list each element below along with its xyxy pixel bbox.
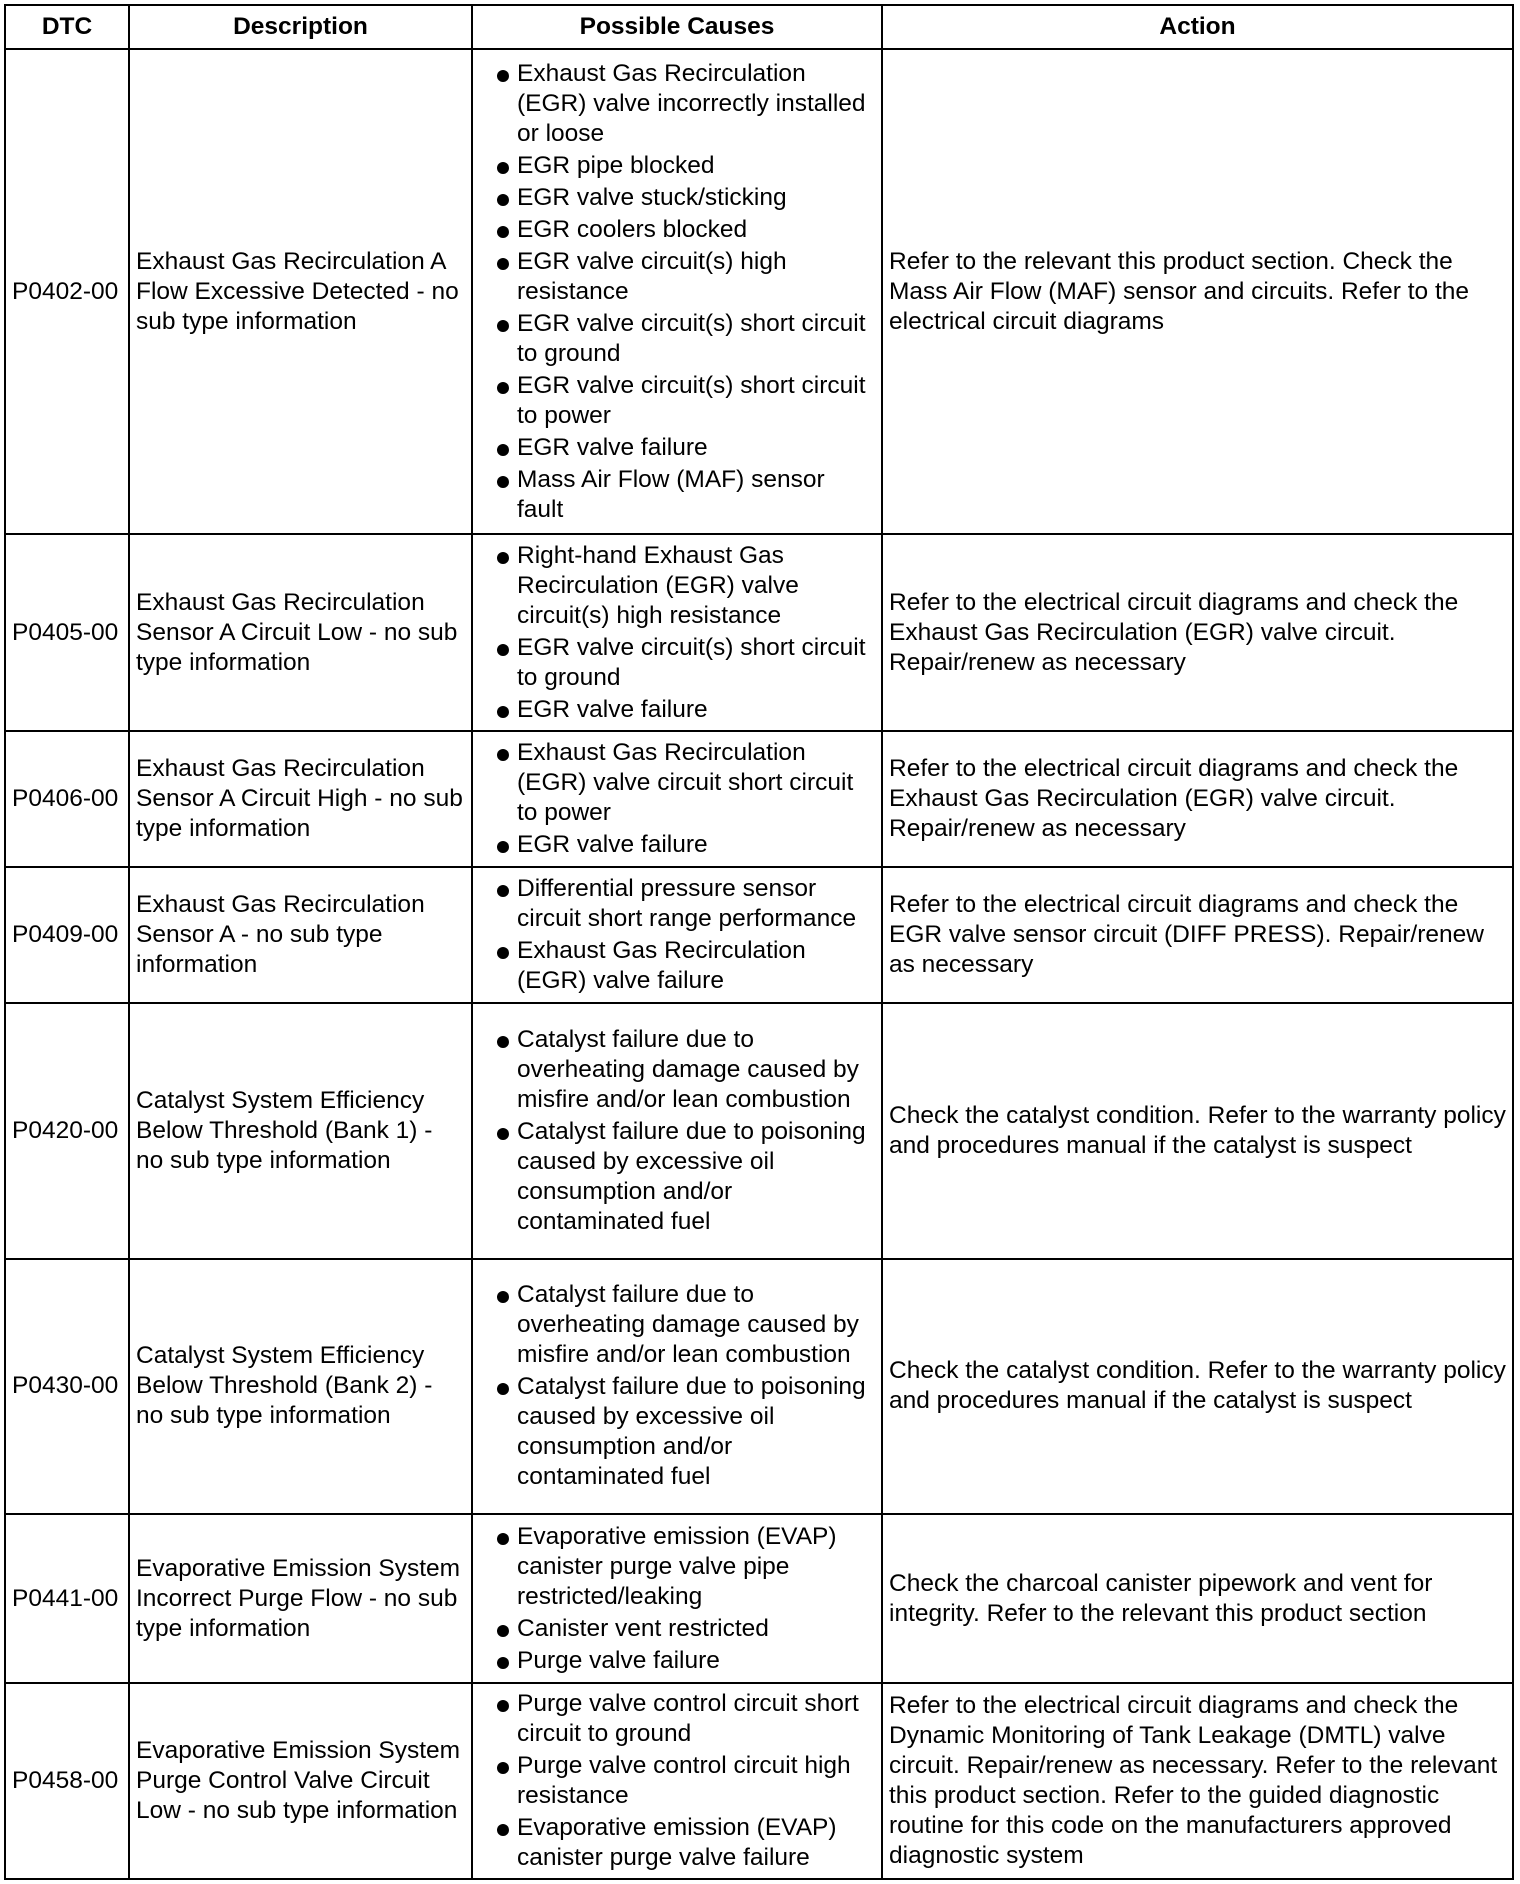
bullet-icon	[497, 552, 509, 564]
possible-causes-list	[479, 59, 875, 525]
cause-item	[479, 1372, 875, 1492]
table-row	[5, 731, 1513, 867]
bullet-icon	[497, 162, 509, 174]
possible-causes-cell	[472, 49, 882, 534]
cause-item	[479, 1646, 875, 1676]
cause-item	[479, 151, 875, 181]
possible-causes-cell	[472, 1683, 882, 1879]
bullet-icon	[497, 1128, 509, 1140]
cause-text: Catalyst failure due to overheating damage caused by misfire and/or lean combustion	[517, 1025, 859, 1113]
possible-causes-list	[479, 874, 875, 996]
cause-text: EGR valve failure	[517, 831, 708, 859]
cause-text: Evaporative emission (EVAP) canister purge valve failure	[517, 1813, 837, 1871]
dtc-description: Evaporative Emission System Purge Control Valve Circuit Low - no sub type information	[129, 1683, 472, 1879]
dtc-description: Exhaust Gas Recirculation Sensor A Circuit Low - no sub type information	[129, 534, 472, 731]
cause-text: EGR valve circuit(s) short circuit to ground	[517, 309, 866, 367]
table-row	[5, 1259, 1513, 1515]
cause-text: Catalyst failure due to poisoning caused by excessive oil consumption and/or contaminated fuel	[517, 1117, 866, 1235]
cause-text: Exhaust Gas Recirculation (EGR) valve failure	[517, 937, 806, 995]
dtc-action: Refer to the electrical circuit diagrams and check the EGR valve sensor circuit (DIFF PRESS). Repair/renew as necessary	[882, 867, 1513, 1002]
cause-text: Right-hand Exhaust Gas Recirculation (EGR) valve circuit(s) high resistance	[517, 541, 799, 629]
cause-item	[479, 541, 875, 631]
cause-item	[479, 1813, 875, 1873]
cause-text: EGR valve circuit(s) short circuit to ground	[517, 633, 866, 691]
bullet-icon	[497, 841, 509, 853]
dtc-code: P0458-00	[5, 1683, 129, 1879]
cause-item	[479, 247, 875, 307]
bullet-icon	[497, 1533, 509, 1545]
dtc-action: Check the catalyst condition. Refer to the warranty policy and procedures manual if the catalyst is suspect	[882, 1003, 1513, 1259]
bullet-icon	[497, 226, 509, 238]
dtc-description: Catalyst System Efficiency Below Threshold (Bank 2) - no sub type information	[129, 1259, 472, 1515]
cause-item	[479, 830, 875, 860]
cause-text: Differential pressure sensor circuit short range performance	[517, 875, 857, 933]
cause-text: Catalyst failure due to overheating damage caused by misfire and/or lean combustion	[517, 1281, 859, 1369]
table-body	[5, 49, 1513, 1879]
bullet-icon	[497, 947, 509, 959]
dtc-description: Exhaust Gas Recirculation Sensor A - no sub type information	[129, 867, 472, 1002]
bullet-icon	[497, 1036, 509, 1048]
cause-text: Evaporative emission (EVAP) canister purge valve pipe restricted/leaking	[517, 1522, 837, 1610]
cause-item	[479, 1117, 875, 1237]
bullet-icon	[497, 258, 509, 270]
dtc-description: Exhaust Gas Recirculation A Flow Excessive Detected - no sub type information	[129, 49, 472, 534]
possible-causes-cell	[472, 1514, 882, 1683]
cause-item	[479, 1614, 875, 1644]
dtc-code: P0402-00	[5, 49, 129, 534]
dtc-code: P0430-00	[5, 1259, 129, 1515]
header-action: Action	[882, 5, 1513, 49]
cause-item	[479, 309, 875, 369]
cause-item	[479, 215, 875, 245]
dtc-description: Exhaust Gas Recirculation Sensor A Circuit High - no sub type information	[129, 731, 472, 867]
bullet-icon	[497, 476, 509, 488]
cause-item	[479, 1689, 875, 1749]
cause-text: Catalyst failure due to poisoning caused by excessive oil consumption and/or contaminated fuel	[517, 1373, 866, 1491]
dtc-action: Refer to the electrical circuit diagrams and check the Exhaust Gas Recirculation (EGR) valve circuit. Repair/renew as necessary	[882, 731, 1513, 867]
cause-item	[479, 874, 875, 934]
dtc-action: Check the catalyst condition. Refer to the warranty policy and procedures manual if the catalyst is suspect	[882, 1259, 1513, 1515]
possible-causes-list	[479, 738, 875, 860]
possible-causes-cell	[472, 1259, 882, 1515]
cause-text: EGR valve circuit(s) short circuit to power	[517, 371, 866, 429]
bullet-icon	[497, 1824, 509, 1836]
bullet-icon	[497, 885, 509, 897]
bullet-icon	[497, 1291, 509, 1303]
dtc-action: Check the charcoal canister pipework and vent for integrity. Refer to the relevant this product section	[882, 1514, 1513, 1683]
cause-item	[479, 433, 875, 463]
possible-causes-list	[479, 1689, 875, 1873]
cause-text: EGR pipe blocked	[517, 151, 715, 179]
cause-item	[479, 183, 875, 213]
dtc-table	[4, 4, 1514, 1880]
bullet-icon	[497, 1762, 509, 1774]
cause-item	[479, 59, 875, 149]
dtc-code: P0441-00	[5, 1514, 129, 1683]
cause-text: EGR valve failure	[517, 695, 708, 723]
cause-item	[479, 936, 875, 996]
header-possible-causes: Possible Causes	[472, 5, 882, 49]
cause-text: EGR valve stuck/sticking	[517, 183, 787, 211]
bullet-icon	[497, 1657, 509, 1669]
cause-item	[479, 738, 875, 828]
possible-causes-list	[479, 541, 875, 725]
cause-item	[479, 465, 875, 525]
dtc-description: Evaporative Emission System Incorrect Purge Flow - no sub type information	[129, 1514, 472, 1683]
bullet-icon	[497, 444, 509, 456]
cause-text: Exhaust Gas Recirculation (EGR) valve incorrectly installed or loose	[517, 59, 866, 147]
possible-causes-list	[479, 1280, 875, 1492]
bullet-icon	[497, 382, 509, 394]
dtc-action: Refer to the electrical circuit diagrams and check the Exhaust Gas Recirculation (EGR) valve circuit. Repair/renew as necessary	[882, 534, 1513, 731]
dtc-code: P0420-00	[5, 1003, 129, 1259]
cause-text: Purge valve control circuit high resistance	[517, 1751, 851, 1809]
possible-causes-cell	[472, 867, 882, 1002]
cause-text: Canister vent restricted	[517, 1614, 769, 1642]
bullet-icon	[497, 706, 509, 718]
cause-text: EGR valve failure	[517, 433, 708, 461]
cause-text: Mass Air Flow (MAF) sensor fault	[517, 465, 825, 523]
cause-item	[479, 1025, 875, 1115]
cause-text: Purge valve control circuit short circuit to ground	[517, 1689, 859, 1747]
bullet-icon	[497, 1383, 509, 1395]
bullet-icon	[497, 70, 509, 82]
possible-causes-cell	[472, 1003, 882, 1259]
table-row	[5, 1514, 1513, 1683]
dtc-document	[4, 4, 1512, 1880]
cause-item	[479, 1751, 875, 1811]
cause-item	[479, 1280, 875, 1370]
header-description: Description	[129, 5, 472, 49]
bullet-icon	[497, 749, 509, 761]
cause-item	[479, 695, 875, 725]
table-row	[5, 534, 1513, 731]
dtc-code: P0405-00	[5, 534, 129, 731]
table-row	[5, 49, 1513, 534]
bullet-icon	[497, 320, 509, 332]
cause-text: EGR coolers blocked	[517, 215, 748, 243]
bullet-icon	[497, 1700, 509, 1712]
header-row	[5, 5, 1513, 49]
bullet-icon	[497, 644, 509, 656]
cause-text: Purge valve failure	[517, 1646, 720, 1674]
possible-causes-list	[479, 1522, 875, 1676]
dtc-action: Refer to the relevant this product section. Check the Mass Air Flow (MAF) sensor and circuits. Refer to the electrical circuit diagrams	[882, 49, 1513, 534]
cause-item	[479, 1522, 875, 1612]
possible-causes-list	[479, 1025, 875, 1237]
dtc-description: Catalyst System Efficiency Below Threshold (Bank 1) - no sub type information	[129, 1003, 472, 1259]
dtc-code: P0409-00	[5, 867, 129, 1002]
table-row	[5, 1003, 1513, 1259]
bullet-icon	[497, 194, 509, 206]
cause-text: Exhaust Gas Recirculation (EGR) valve circuit short circuit to power	[517, 739, 854, 827]
table-row	[5, 1683, 1513, 1879]
header-dtc: DTC	[5, 5, 129, 49]
cause-text: EGR valve circuit(s) high resistance	[517, 247, 787, 305]
bullet-icon	[497, 1625, 509, 1637]
possible-causes-cell	[472, 534, 882, 731]
table-row	[5, 867, 1513, 1002]
dtc-action: Refer to the electrical circuit diagrams and check the Dynamic Monitoring of Tank Leakage (DMTL) valve circuit. Repair/renew as necessary. Refer to the relevant this product section. Refer to the guided diagnostic routine for this code on the manufacturers approved diagnostic system	[882, 1683, 1513, 1879]
cause-item	[479, 371, 875, 431]
dtc-code: P0406-00	[5, 731, 129, 867]
possible-causes-cell	[472, 731, 882, 867]
cause-item	[479, 633, 875, 693]
